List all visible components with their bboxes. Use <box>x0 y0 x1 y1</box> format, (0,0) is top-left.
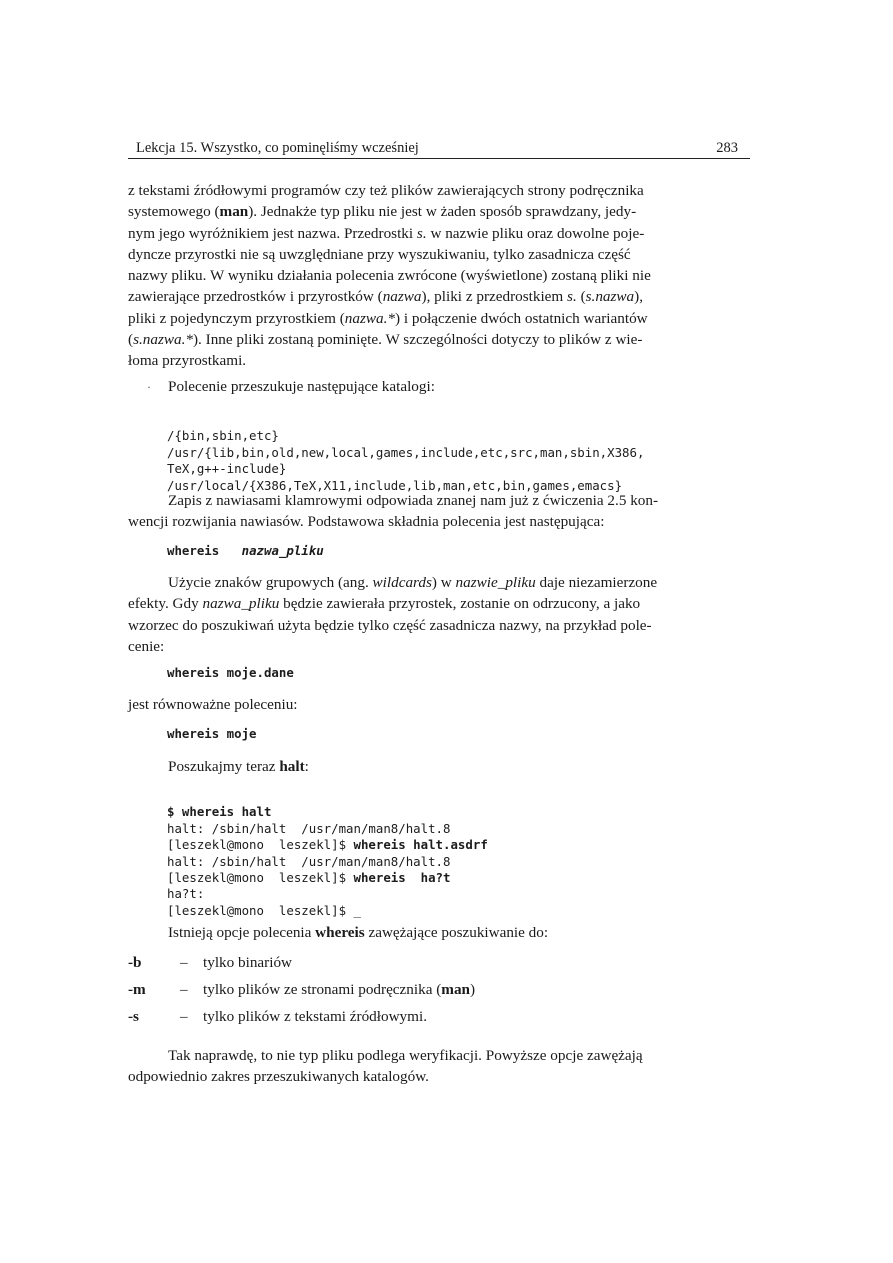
paragraph-intro <box>128 180 750 372</box>
text-line: Zapis z nawiasami klamrowymi odpowiada znanej nam już z ćwiczenia 2.5 kon- <box>168 492 659 509</box>
code-line: TeX,g++-include} <box>167 461 287 477</box>
text-line: Użycie znaków grupowych (ang. wildcards) w nazwie_pliku daje niezamierzone <box>168 574 658 591</box>
text-line: odpowiednio zakres przeszukiwanych katalogów. <box>128 1068 429 1086</box>
option-flag: -m <box>128 981 146 998</box>
text-line: wzorzec do poszukiwań użyta będzie tylko część zasadnicza nazwy, na przykład pole- <box>128 616 652 634</box>
running-header <box>128 138 750 159</box>
code-example-2: whereis moje <box>167 726 257 741</box>
stray-mark: · <box>147 380 151 394</box>
paragraph-equivalent: jest równoważne poleceniu: <box>128 696 298 713</box>
text-line: Tak naprawdę, to nie typ pliku podlega weryfikacji. Powyższe opcje zawężają <box>168 1047 643 1064</box>
text-line: nazwy pliku. W wyniku działania polecenia zwrócone (wyświetlone) zostaną pliki nie <box>128 267 651 285</box>
paragraph-search-halt: Poszukajmy teraz halt: <box>168 758 309 775</box>
text-line: zawierające przedrostków i przyrostków (nazwa), pliki z przedrostkiem s. (s.nazwa), <box>128 288 644 306</box>
paragraph-brace-expansion <box>128 490 750 533</box>
text-line: wencji rozwijania nawiasów. Podstawowa składnia polecenia jest następująca: <box>128 513 605 531</box>
code-terminal-session <box>167 788 757 936</box>
command-name: whereis <box>167 543 220 558</box>
text-line: cenie: <box>128 637 165 655</box>
chapter-title: Lekcja 15. Wszystko, co pominęliśmy wcześniej <box>136 140 419 156</box>
command-argument: nazwa_pliku <box>241 543 324 558</box>
text-line: systemowego (man). Jednakże typ pliku nie jest w żaden sposób sprawdzany, jedy- <box>128 203 637 221</box>
text-line: efekty. Gdy nazwa_pliku będzie zawierała przyrostek, zostanie on odrzucony, a jako <box>128 595 641 613</box>
code-line: /usr/{lib,bin,old,new,local,games,include,etc,src,man,sbin,X386, <box>167 444 645 460</box>
code-line: $ whereis halt <box>167 804 272 820</box>
code-line: [leszekl@mono leszekl]$ whereis ha?t <box>167 870 451 886</box>
option-description: tylko plików ze stronami podręcznika (man) <box>203 981 476 998</box>
option-m: -m – tylko plików ze stronami podręcznika (man) <box>128 981 476 998</box>
code-line: [leszekl@mono leszekl]$ whereis halt.asdrf <box>167 837 488 853</box>
code-line: /usr/local/{X386,TeX,X11,include,lib,man,etc,bin,games,emacs} <box>167 477 623 493</box>
code-syntax <box>167 543 757 559</box>
code-line: ha?t: <box>167 886 205 902</box>
option-s: -s – tylko plików z tekstami źródłowymi. <box>128 1008 427 1025</box>
text-line: łoma przyrostkami. <box>128 352 247 370</box>
text-line: pliki z pojedynczym przyrostkiem (nazwa.*) i połączenie dwóch ostatnich wariantów <box>128 309 648 327</box>
paragraph-options-intro: Istnieją opcje polecenia whereis zawężające poszukiwanie do: <box>168 924 549 941</box>
option-flag: -b <box>128 954 142 971</box>
text-line: nym jego wyróżnikiem jest nazwa. Przedrostki s. w nazwie pliku oraz dowolne poje- <box>128 224 645 242</box>
option-flag: -s <box>128 1008 139 1025</box>
text-line: (s.nazwa.*). Inne pliki zostaną pominięte. W szczególności dotyczy to plików z wie- <box>128 331 643 349</box>
option-description: tylko binariów <box>203 954 293 971</box>
text-line: dyncze przyrostki nie są uwzględniane przy wyszukiwaniu, tylko zasadnicza część <box>128 245 631 263</box>
paragraph-wildcards <box>128 572 750 657</box>
text-line: z tekstami źródłowymi programów czy też plików zawierających strony podręcznika <box>128 182 644 199</box>
code-line: [leszekl@mono leszekl]$ _ <box>167 902 361 918</box>
code-line: /{bin,sbin,etc} <box>167 428 279 444</box>
code-example-1: whereis moje.dane <box>167 665 294 680</box>
paragraph-directories: Polecenie przeszukuje następujące katalogi: <box>168 378 435 395</box>
code-line: halt: /sbin/halt /usr/man/man8/halt.8 <box>167 820 451 836</box>
page-number: 283 <box>716 140 738 156</box>
paragraph-conclusion <box>128 1045 750 1088</box>
option-b: -b – tylko binariów <box>128 954 293 971</box>
option-description: tylko plików z tekstami źródłowymi. <box>203 1008 427 1025</box>
code-line: halt: /sbin/halt /usr/man/man8/halt.8 <box>167 853 451 869</box>
